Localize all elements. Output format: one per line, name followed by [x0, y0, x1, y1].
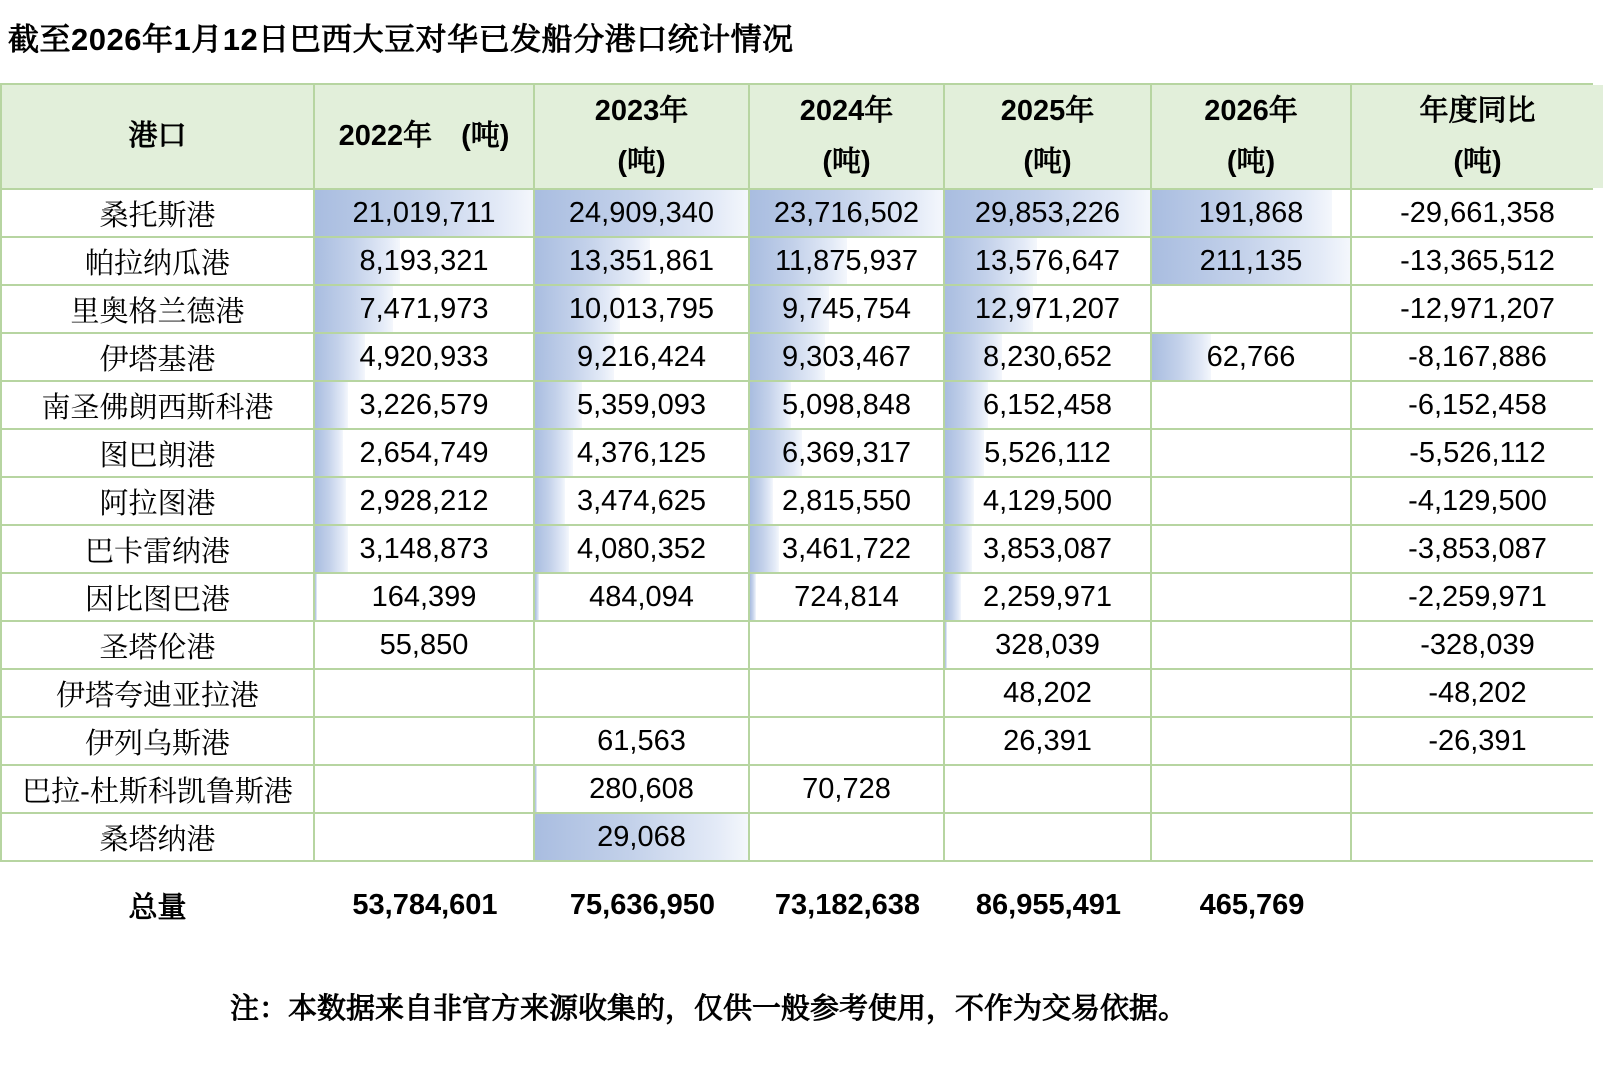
value-cell	[315, 190, 533, 236]
cell-value: 328,039	[995, 628, 1100, 661]
value-cell	[945, 190, 1150, 236]
cell-value: 10,013,795	[568, 292, 715, 325]
data-bar	[315, 334, 365, 380]
port-name-cell	[2, 286, 313, 332]
value-cell	[750, 814, 943, 860]
header-cell-port: 港口	[2, 85, 313, 188]
value-cell	[750, 718, 943, 764]
data-bar	[945, 526, 972, 572]
data-bar	[945, 382, 988, 428]
port-name-cell	[2, 190, 313, 236]
value-cell	[750, 238, 943, 284]
cell-value: 484,094	[589, 580, 694, 613]
cell-value: 48,202	[1003, 676, 1092, 709]
footnote: 注：本数据来自非官方来源收集的，仅供一般参考使用，不作为交易依据。	[230, 993, 1188, 1025]
data-bar	[945, 622, 947, 668]
port-name: 里奥格兰德港	[70, 295, 245, 328]
data-bar	[750, 478, 773, 524]
cell-value: 4,920,933	[359, 340, 489, 373]
page-title: 截至2026年1月12日巴西大豆对华已发船分港口统计情况	[8, 22, 794, 57]
value-cell	[535, 190, 748, 236]
data-bar	[945, 574, 961, 620]
value-cell	[1152, 574, 1350, 620]
header-cell-year-0	[315, 85, 533, 188]
value-cell	[315, 382, 533, 428]
port-name-cell	[2, 670, 313, 716]
cell-value: 4,080,352	[576, 532, 706, 565]
cell-value: 5,526,112	[984, 436, 1111, 469]
value-cell	[1352, 430, 1603, 476]
value-cell	[315, 526, 533, 572]
value-cell	[1352, 574, 1603, 620]
port-name: 伊塔夸迪亚拉港	[55, 679, 259, 712]
cell-value: 3,853,087	[982, 532, 1112, 565]
cell-value: 2,654,749	[359, 436, 489, 469]
value-cell	[1152, 718, 1350, 764]
cell-value: 6,369,317	[781, 436, 911, 469]
cell-value: 211,135	[1199, 244, 1303, 277]
totals-label: 总量	[128, 891, 187, 924]
value-cell	[1152, 526, 1350, 572]
cell-value: 24,909,340	[568, 196, 715, 229]
value-cell	[315, 430, 533, 476]
port-name: 阿拉图港	[99, 487, 216, 520]
total-value-2: 73,182,638	[774, 888, 921, 921]
cell-value: 4,129,500	[982, 484, 1112, 517]
cell-value: 164,399	[371, 580, 477, 613]
value-cell	[750, 190, 943, 236]
port-name-cell	[2, 238, 313, 284]
value-cell	[315, 238, 533, 284]
port-name: 帕拉纳瓜港	[84, 247, 230, 280]
value-cell	[1352, 478, 1603, 524]
cell-value: 3,226,579	[359, 388, 489, 421]
cell-value: -328,039	[1420, 628, 1535, 661]
value-cell	[1352, 526, 1603, 572]
cell-value: 3,474,625	[576, 484, 706, 517]
cell-value: 61,563	[597, 724, 686, 757]
data-bar	[945, 430, 984, 476]
value-cell	[1152, 622, 1350, 668]
value-cell	[535, 382, 748, 428]
cell-value: 9,303,467	[781, 340, 911, 373]
header-line1: 2023年	[594, 94, 689, 127]
port-name: 伊列乌斯港	[84, 727, 230, 760]
header-cell-year-2	[750, 85, 943, 188]
value-cell	[315, 574, 533, 620]
port-name: 巴拉-杜斯科凯鲁斯港	[22, 775, 293, 808]
total-value-3: 86,955,491	[975, 888, 1122, 921]
cell-value: 3,148,873	[359, 532, 489, 565]
cell-value: 2,928,212	[359, 484, 489, 517]
value-cell	[1352, 670, 1603, 716]
port-name: 因比图巴港	[84, 583, 230, 616]
cell-value: 70,728	[802, 772, 891, 805]
value-cell	[535, 526, 748, 572]
value-cell	[535, 766, 748, 812]
port-name: 桑托斯港	[99, 199, 216, 232]
data-bar	[535, 430, 573, 476]
data-bar	[535, 478, 565, 524]
cell-value: -12,971,207	[1400, 292, 1555, 325]
cell-value: -3,853,087	[1408, 532, 1547, 565]
data-bar	[535, 382, 582, 428]
value-cell	[315, 718, 533, 764]
value-cell	[1152, 814, 1350, 860]
port-name: 桑塔纳港	[99, 823, 216, 856]
cell-value: 2,259,971	[982, 580, 1112, 613]
cell-value: -29,661,358	[1400, 196, 1555, 229]
value-cell	[750, 430, 943, 476]
data-bar	[1152, 334, 1211, 380]
value-cell	[1152, 190, 1350, 236]
cell-value: 3,461,722	[781, 532, 911, 565]
value-cell	[1352, 718, 1603, 764]
cell-value: 191,868	[1198, 196, 1304, 229]
cell-value: 62,766	[1206, 340, 1296, 373]
port-name-cell	[2, 334, 313, 380]
value-cell	[315, 814, 533, 860]
value-cell	[945, 622, 1150, 668]
data-bar	[750, 574, 756, 620]
cell-value: 280,608	[589, 772, 694, 805]
header-line2: (吨)	[617, 145, 666, 178]
port-name: 南圣佛朗西斯科港	[41, 391, 274, 424]
value-cell	[750, 286, 943, 332]
cell-value: 13,576,647	[974, 244, 1121, 277]
total-value-5	[1352, 878, 1605, 932]
value-cell	[945, 238, 1150, 284]
value-cell	[315, 478, 533, 524]
port-name-cell	[2, 382, 313, 428]
cell-value: 55,850	[379, 628, 469, 661]
data-bar	[750, 526, 779, 572]
value-cell	[535, 478, 748, 524]
value-cell	[1152, 286, 1350, 332]
header-line1: 2025年	[1000, 94, 1095, 127]
value-cell	[535, 286, 748, 332]
cell-value: 21,019,711	[352, 196, 496, 229]
header-cell-year-3	[945, 85, 1150, 188]
value-cell	[945, 334, 1150, 380]
cell-value: 724,814	[794, 580, 899, 613]
port-name-cell	[2, 766, 313, 812]
cell-value: 9,216,424	[576, 340, 706, 373]
value-cell	[1352, 190, 1603, 236]
value-cell	[750, 622, 943, 668]
value-cell	[945, 718, 1150, 764]
value-cell	[1152, 670, 1350, 716]
value-cell	[535, 622, 748, 668]
port-name: 伊塔基港	[99, 343, 216, 376]
value-cell	[750, 574, 943, 620]
data-bar	[535, 526, 569, 572]
cell-value: -8,167,886	[1408, 340, 1547, 373]
value-cell	[945, 382, 1150, 428]
cell-value: 5,359,093	[576, 388, 706, 421]
value-cell	[945, 430, 1150, 476]
total-value-4: 465,769	[1199, 888, 1305, 921]
value-cell	[1352, 238, 1603, 284]
value-cell	[535, 670, 748, 716]
value-cell	[945, 526, 1150, 572]
header-line1: 2022年 (吨)	[338, 120, 510, 153]
cell-value: 8,230,652	[982, 340, 1112, 373]
data-bar	[315, 526, 348, 572]
port-name: 圣塔伦港	[99, 631, 216, 664]
port-name-cell	[2, 478, 313, 524]
data-bar	[535, 574, 539, 620]
total-value-0: 53,784,601	[352, 888, 498, 921]
header-line1: 2024年	[799, 94, 894, 127]
header-cell-year-4	[1152, 85, 1350, 188]
value-cell	[945, 478, 1150, 524]
cell-value: 4,376,125	[576, 436, 706, 469]
data-bar	[945, 478, 974, 524]
value-cell	[750, 526, 943, 572]
value-cell	[750, 382, 943, 428]
value-cell	[535, 718, 748, 764]
value-cell	[1152, 334, 1350, 380]
port-name: 巴卡雷纳港	[84, 535, 230, 568]
port-name-cell	[2, 718, 313, 764]
value-cell	[945, 814, 1150, 860]
header-line2: (吨)	[1023, 145, 1072, 178]
port-name: 图巴朗港	[99, 439, 216, 472]
value-cell	[945, 766, 1150, 812]
header-cell-year-1	[535, 85, 748, 188]
value-cell	[1352, 814, 1603, 860]
value-cell	[1352, 286, 1603, 332]
port-name-cell	[2, 430, 313, 476]
value-cell	[1152, 478, 1350, 524]
value-cell	[1152, 766, 1350, 812]
value-cell	[945, 670, 1150, 716]
value-cell	[750, 766, 943, 812]
value-cell	[535, 430, 748, 476]
cell-value: 11,875,937	[775, 244, 918, 277]
port-name-cell	[2, 622, 313, 668]
value-cell	[1352, 766, 1603, 812]
data-bar	[315, 382, 348, 428]
cell-value: -2,259,971	[1408, 580, 1547, 613]
value-cell	[1352, 382, 1603, 428]
header-line2: (吨)	[822, 145, 871, 178]
cell-value: -26,391	[1428, 724, 1527, 757]
value-cell	[535, 334, 748, 380]
cell-value: 29,068	[597, 820, 686, 853]
cell-value: 26,391	[1003, 724, 1092, 757]
cell-value: 23,716,502	[773, 196, 920, 229]
value-cell	[535, 238, 748, 284]
value-cell	[1152, 430, 1350, 476]
port-name-cell	[2, 574, 313, 620]
header-line1: 年度同比	[1419, 94, 1536, 127]
value-cell	[945, 574, 1150, 620]
header-cell-year-5	[1352, 85, 1603, 188]
value-cell	[750, 478, 943, 524]
cell-value: 5,098,848	[781, 388, 911, 421]
cell-value: 7,471,973	[359, 292, 489, 325]
header-line2: (吨)	[1453, 145, 1502, 178]
cell-value: -48,202	[1428, 676, 1527, 709]
value-cell	[315, 670, 533, 716]
cell-value: 2,815,550	[781, 484, 911, 517]
value-cell	[315, 286, 533, 332]
cell-value: -4,129,500	[1408, 484, 1547, 517]
cell-value: 29,853,226	[974, 196, 1121, 229]
total-value-1: 75,636,950	[569, 888, 716, 921]
value-cell	[1352, 622, 1603, 668]
data-bar	[315, 574, 317, 620]
value-cell	[1152, 382, 1350, 428]
totals-row	[0, 878, 1605, 932]
value-cell	[315, 334, 533, 380]
value-cell	[750, 670, 943, 716]
port-name-cell	[2, 814, 313, 860]
cell-value: 6,152,458	[982, 388, 1112, 421]
shipment-table	[0, 83, 1593, 862]
cell-value: 9,745,754	[781, 292, 911, 325]
cell-value: -6,152,458	[1408, 388, 1547, 421]
data-bar	[315, 430, 343, 476]
data-bar	[535, 766, 537, 812]
value-cell	[535, 814, 748, 860]
value-cell	[1352, 334, 1603, 380]
cell-value: 13,351,861	[568, 244, 715, 277]
value-cell	[315, 622, 533, 668]
value-cell	[945, 286, 1150, 332]
cell-value: -5,526,112	[1409, 436, 1546, 469]
cell-value: -13,365,512	[1400, 244, 1555, 277]
cell-value: 8,193,321	[359, 244, 489, 277]
port-name-cell	[2, 526, 313, 572]
header-line1: 2026年	[1204, 94, 1298, 127]
header-line2: (吨)	[1226, 145, 1276, 178]
data-bar	[315, 478, 346, 524]
value-cell	[750, 334, 943, 380]
value-cell	[315, 766, 533, 812]
cell-value: 12,971,207	[974, 292, 1121, 325]
value-cell	[535, 574, 748, 620]
value-cell	[1152, 238, 1350, 284]
